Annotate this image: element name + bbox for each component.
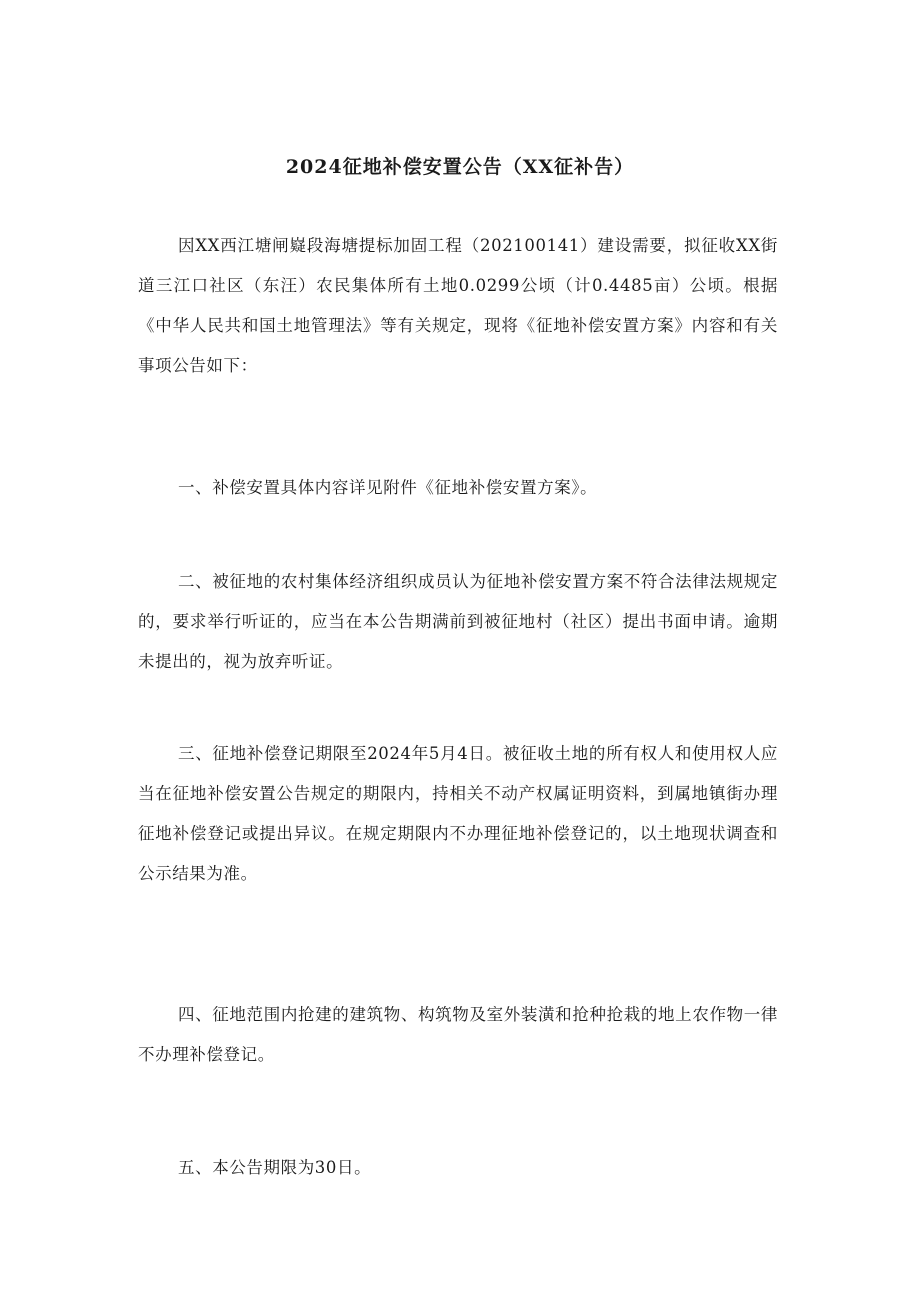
item-5-paragraph: 五、本公告期限为30日。 bbox=[178, 1158, 372, 1177]
item-4-paragraph: 四、征地范围内抢建的建筑物、构筑物及室外装潢和抢种抢栽的地上农作物一律不办理补偿登记。 bbox=[138, 1005, 778, 1064]
intro-paragraph: 因XX西江塘闸嶷段海塘提标加固工程（202100141）建设需要，拟征收XX街道三江口社区（东汪）农民集体所有土地0.0299公顷（计0.4485亩）公顷。根据《中华人民共和国土地管理法》等有关规定，现将《征地补偿安置方案》内容和有关事项公告如下： bbox=[138, 236, 778, 375]
item-2-paragraph: 二、被征地的农村集体经济组织成员认为征地补偿安置方案不符合法律法规规定的，要求举行听证的，应当在本公告期满前到被征地村（社区）提出书面申请。逾期未提出的，视为放弃听证。 bbox=[138, 572, 778, 671]
document-title: 2024征地补偿安置公告（XX征补告） bbox=[285, 156, 635, 178]
item-3-paragraph: 三、征地补偿登记期限至2024年5月4日。被征收土地的所有权人和使用权人应当在征地补偿安置公告规定的期限内，持相关不动产权属证明资料，到属地镇街办理征地补偿登记或提出异议。在规定期限内不办理征地补偿登记的，以土地现状调查和公示结果为准。 bbox=[138, 744, 778, 883]
item-1-paragraph: 一、补偿安置具体内容详见附件《征地补偿安置方案》。 bbox=[178, 478, 598, 497]
